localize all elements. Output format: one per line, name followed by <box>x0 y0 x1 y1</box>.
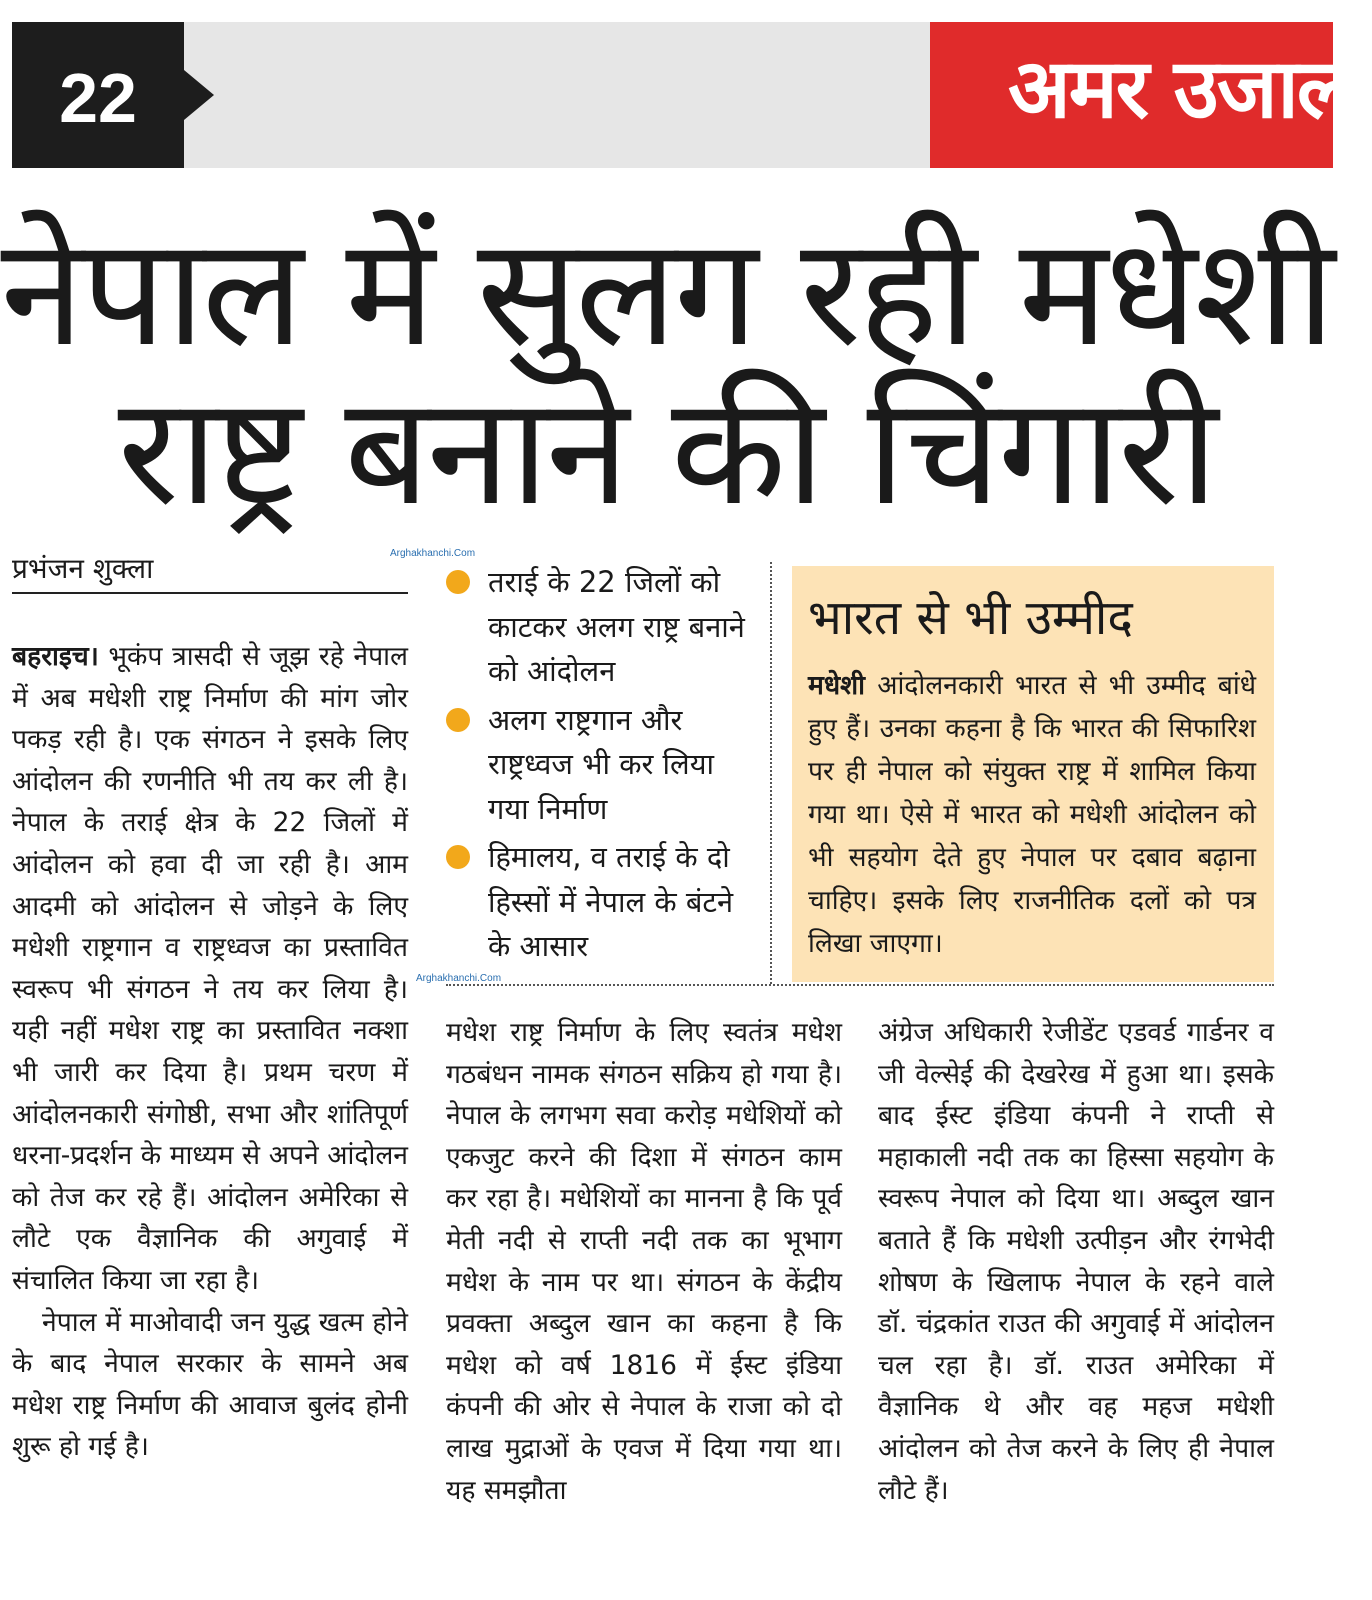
page-number-arrow-icon <box>184 70 214 120</box>
page-number: 22 <box>59 59 137 137</box>
article-paragraph: नेपाल में माओवादी जन युद्ध खत्म होने के बाद नेपाल सरकार के सामने अब मधेश राष्ट्र निर्माण की आवाज बुलंद होनी शुरू हो गई है। <box>12 1306 408 1463</box>
article-column-3: अंग्रेज अधिकारी रेजीडेंट एडवर्ड गार्डनर व जी वेल्सेई की देखरेख में हुआ था। इसके बाद ईस्ट इंडिया कंपनी ने राप्ती से महाकाली नदी तक का हिस्सा सहयोग के स्वरूप नेपाल को दिया था। अब्दुल खान बताते हैं कि मधेशी उत्पीड़न और रंगभेदी शोषण के खिलाफ नेपाल के रहने वाले डॉ. चंद्रकांत राउत की अगुवाई में आंदोलन चल रहा है। डॉ. राउत अमेरिका में वैज्ञानिक थे और वह महज मधेशी आंदोलन को तेज करने के लिए ही नेपाल लौटे हैं। <box>878 1017 1274 1506</box>
article-column-2: मधेश राष्ट्र निर्माण के लिए स्वतंत्र मधेश गठबंधन नामक संगठन सक्रिय हो गया है। नेपाल के लगभग सवा करोड़ मधेशियों को एकजुट करने की दिशा में संगठन काम कर रहा है। मधेशियों का मानना है कि पूर्व मेती नदी से राप्ती नदी तक का भूभाग मधेश के नाम पर था। संगठन के केंद्रीय प्रवक्ता अब्दुल खान का कहना है कि मधेश को वर्ष 1816 में ईस्ट इंडिया कंपनी की ओर से नेपाल के राजा को दो लाख मुद्राओं के एवज में दिया गया था। यह समझौता <box>446 1017 842 1506</box>
bullet-dot-icon <box>446 845 470 869</box>
article-paragraph <box>12 636 408 1302</box>
highlight-item <box>446 698 751 832</box>
byline: प्रभंजन शुक्ला <box>12 552 154 585</box>
sidebar-box-lead: मधेशी <box>808 670 866 701</box>
section-divider <box>446 984 1274 986</box>
dateline: बहराइच। <box>12 641 99 672</box>
headline-line-2: राष्ट्र बनाने की चिंगारी <box>117 365 1216 539</box>
sidebar-box-title: भारत से भी उम्मीद <box>808 590 1133 646</box>
article-column-1 <box>12 636 408 1468</box>
highlight-item <box>446 560 751 694</box>
bullet-dot-icon <box>446 708 470 732</box>
highlight-text: तराई के 22 जिलों को काटकर अलग राष्ट्र बनाने को आंदोलन <box>488 565 745 688</box>
watermark: Arghakhanchi.Com <box>416 973 502 984</box>
masthead-logo: अमर उजाला <box>1008 42 1372 137</box>
sidebar-box-body: आंदोलनकारी भारत से भी उम्मीद बांधे हुए हैं। उनका कहना है कि भारत की सिफारिश पर ही नेपाल को संयुक्त राष्ट्र में शामिल किया गया था। ऐसे में भारत को मधेशी आंदोलन को भी सहयोग देते हुए नेपाल पर दबाव बढ़ाना चाहिए। इसके लिए राजनीतिक दलों को पत्र लिखा जाएगा। <box>808 670 1256 959</box>
article-text: भूकंप त्रासदी से जूझ रहे नेपाल में अब मधेशी राष्ट्र निर्माण की मांग जोर पकड़ रही है। एक संगठन ने इसके लिए आंदोलन की रणनीति भी तय कर ली है। नेपाल के तराई क्षेत्र के 22 जिलों में आंदोलन को हवा दी जा रही है। आम आदमी को आंदोलन से जोड़ने के लिए मधेशी राष्ट्रगान व राष्ट्रध्वज का प्रस्तावित स्वरूप भी संगठन ने तय कर लिया है। यही नहीं मधेश राष्ट्र का प्रस्तावित नक्शा भी जारी कर दिया है। प्रथम चरण में आंदोलनकारी संगोष्ठी, सभा और शांतिपूर्ण धरना-प्रदर्शन के माध्यम से अपने आंदोलन को तेज कर रहे हैं। आंदोलन अमेरिका से लौटे एक वैज्ञानिक की अगुवाई में संचालित किया जा रहा है। <box>12 641 408 1296</box>
highlight-item <box>446 835 751 969</box>
watermark: Arghakhanchi.Com <box>390 548 476 559</box>
headline-line-1: नेपाल में सुलग रही मधेशी <box>0 206 1333 380</box>
sidebar-box-text <box>808 664 1256 965</box>
column-divider <box>770 562 772 984</box>
bullet-dot-icon <box>446 570 470 594</box>
highlights-list <box>446 560 751 973</box>
highlight-text: हिमालय, व तराई के दो हिस्सों में नेपाल के बंटने के आसार <box>488 840 734 963</box>
byline-divider <box>12 592 408 594</box>
highlight-text: अलग राष्ट्रगान और राष्ट्रध्वज भी कर लिया गया निर्माण <box>488 702 715 826</box>
masthead-box <box>930 22 1372 168</box>
